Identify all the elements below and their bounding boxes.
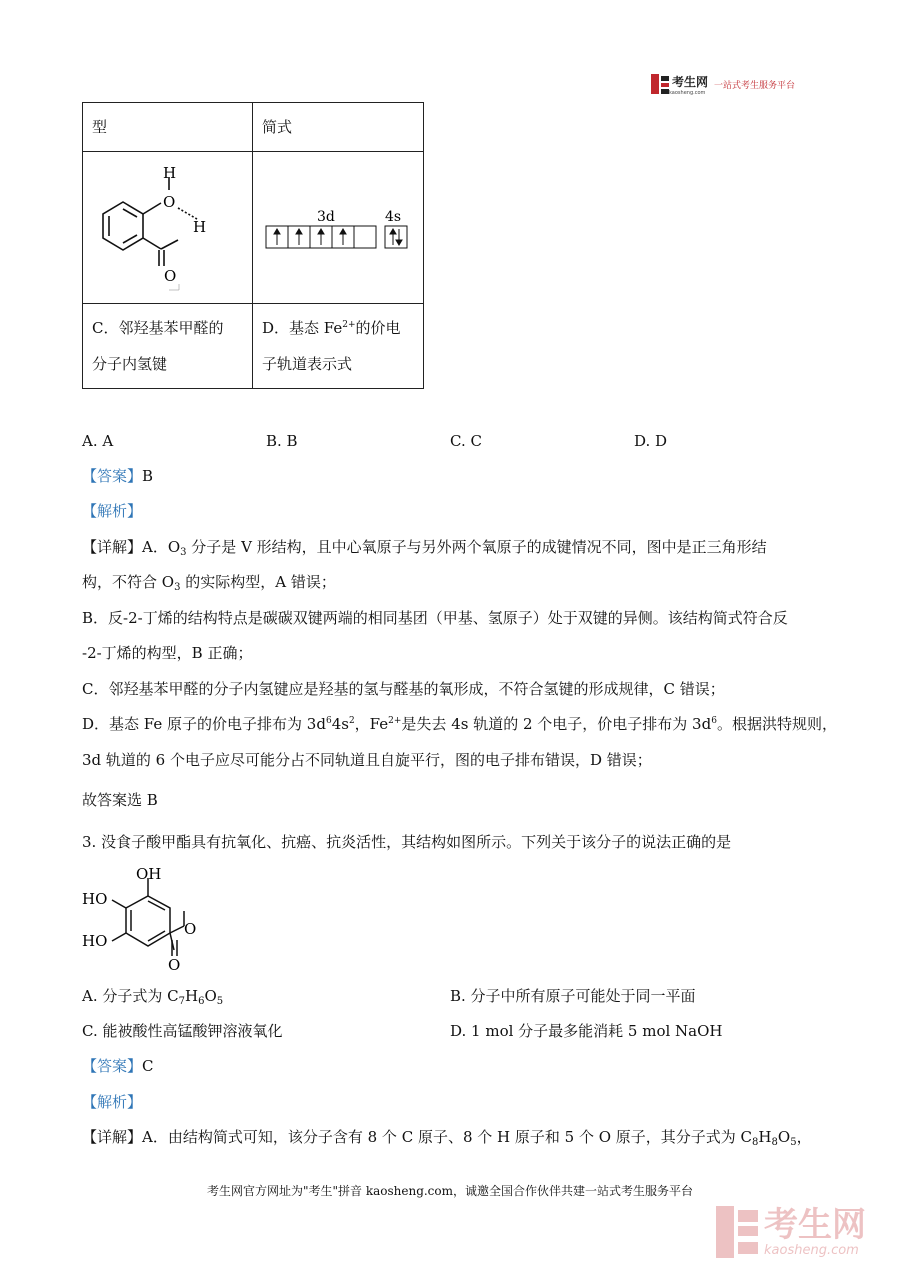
kaosheng-logo-icon (651, 74, 669, 94)
logo-name: 考生网 (672, 75, 709, 89)
detail-a-line1: 【详解】A．$O_3$ 分子是 V 形结构，且中心氧原子与另外两个氧原子的成键情况不同，图中是正三角形结 (82, 538, 767, 558)
header-logo (651, 74, 795, 94)
q3-option-a: A. 分子式为 $C_7H_6O_5$ (82, 987, 224, 1007)
salicylaldehyde-structure (83, 152, 251, 302)
atom-o: O (163, 193, 176, 211)
q3-option-c: C. 能被酸性高锰酸钾溶液氧化 (82, 1022, 283, 1040)
option-c: C. C (450, 432, 482, 450)
logo-domain: kaosheng.com (669, 90, 706, 96)
logo-slogan: 一站式考生服务平台 (714, 80, 796, 91)
table-divider (83, 303, 423, 304)
caption-d-line2: 子轨道表示式 (262, 355, 353, 373)
option-d: D. D (634, 432, 668, 450)
detail-d-line2: 3d 轨道的 6 个电子应尽可能分占不同轨道且自旋平行，图的电子排布错误，D 错误； (82, 751, 652, 769)
page-footer: 考生网官方网址为"考生"拼音 kaosheng.com，诚邀全国合作伙伴共建一站式考生服务平台 (206, 1184, 694, 1198)
caption-c-line1: C．邻羟基苯甲醛的 (92, 319, 224, 337)
detail-b-line1: B．反-2-丁烯的结构特点是碳碳双键两端的相同基团（甲基、氢原子）处于双键的异侧。该结构简式符合反 (82, 609, 788, 627)
watermark-domain: kaosheng.com (764, 1242, 859, 1258)
atom-o-carbonyl: O (168, 956, 181, 974)
atom-ho-mid: HO (82, 890, 108, 908)
q3-analysis-tag: 【解析】 (82, 1093, 143, 1111)
question-3-stem: 3. 没食子酸甲酯具有抗氧化、抗癌、抗炎活性，其结构如图所示。下列关于该分子的说法正确的是 (82, 833, 732, 851)
detail-d-line1: D．基态 Fe 原子的价电子排布为 $3d^64s^2$，$Fe^{2+}$是失去 4s 轨道的 2 个电子，价电子排布为 $3d^6$。根据洪特规则， (82, 715, 837, 733)
answer-value: B (142, 467, 154, 485)
conclusion: 故答案选 B (82, 791, 158, 809)
caption-c-line2: 分子内氢键 (92, 355, 168, 373)
watermark-logo-icon (716, 1206, 758, 1258)
option-b: B. B (266, 432, 298, 450)
atom-oh-top: OH (136, 865, 162, 883)
watermark (716, 1206, 866, 1258)
table-cell-formula: 简式 (262, 118, 293, 136)
orbital-label-4s: 4s (385, 209, 402, 225)
answer-line (82, 466, 153, 486)
atom-o-bottom: O (164, 267, 177, 285)
q3-detail-line1: 【详解】A．由结构简式可知，该分子含有 8 个 C 原子、8 个 H 原子和 5 个 O 原子，其分子式为 $C_8H_8O_5$， (82, 1128, 812, 1148)
structure-table (82, 102, 424, 389)
detail-a-line2: 构，不符合 $O_3$ 的实际构型，A 错误； (82, 573, 336, 593)
analysis-tag: 【解析】 (82, 502, 143, 520)
detail-c-line: C．邻羟基苯甲醛的分子内氢键应是羟基的氢与醛基的氧形成，不符合氢键的形成规律，C 错误； (82, 680, 725, 698)
atom-o-ester: O (184, 920, 197, 938)
watermark-text: 考生网 (764, 1204, 866, 1245)
orbital-diagram (253, 152, 422, 302)
atom-h-top: H (163, 164, 177, 182)
orbital-label-3d: 3d (317, 209, 335, 225)
atom-ho-bot: HO (82, 932, 108, 950)
table-cell-type: 型 (92, 118, 108, 136)
caption-d-line1: D．基态 $Fe^{2+}$的价电 (262, 319, 401, 337)
answer-tag: 【答案】 (82, 467, 143, 485)
q3-answer-line: 【答案】C (82, 1057, 154, 1075)
detail-b-line2: -2-丁烯的构型，B 正确； (82, 644, 253, 662)
atom-h-right: H (193, 218, 207, 236)
option-a: A. A (82, 432, 114, 450)
q3-option-b: B. 分子中所有原子可能处于同一平面 (450, 987, 696, 1005)
methyl-gallate-structure (78, 858, 218, 976)
q3-option-d: D. 1 mol 分子最多能消耗 5 mol NaOH (450, 1022, 723, 1040)
